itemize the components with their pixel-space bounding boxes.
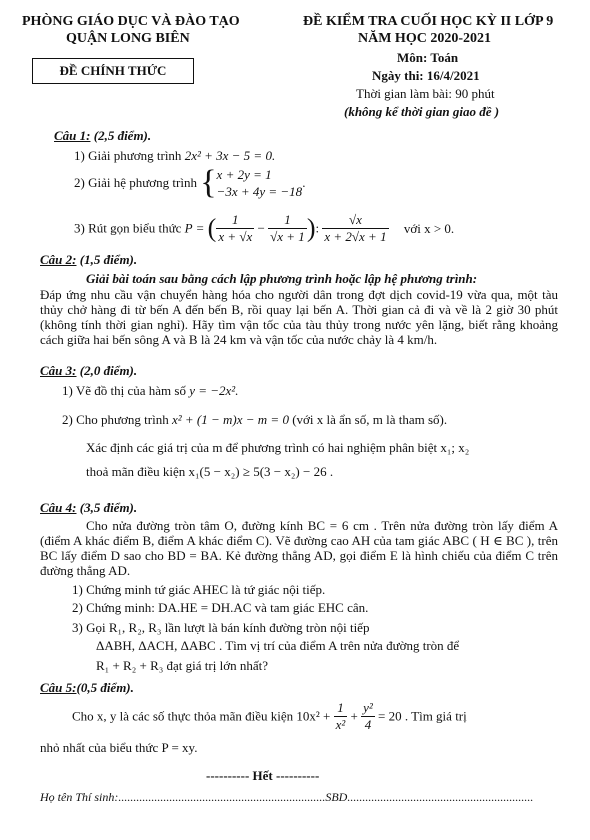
fraction-1: $\frac{1}{x + √x}$ (218, 212, 253, 244)
q4-points: (3,5 điểm). (76, 500, 138, 515)
exam-title: ĐỀ KIỂM TRA CUỐI HỌC KỲ II LỚP 9 (303, 14, 554, 29)
q2-instruction: Giải bài toán sau bằng cách lập phương trình hoặc lập hệ phương trình: (86, 271, 478, 286)
subject: Môn: Toán (397, 50, 459, 65)
q2-heading (40, 252, 137, 268)
q1-title: Câu 1: (54, 128, 91, 143)
q1-part1-equation: 2x² + 3x − 5 = 0. (184, 148, 276, 163)
duration: Thời gian làm bài: 90 phút (356, 86, 495, 101)
q4-part3-line3: R₁ + R₂ + R₃ đạt giá trị lớn nhất? (96, 658, 268, 673)
official-stamp-box: ĐỀ CHÍNH THỨC (32, 58, 194, 84)
district-name: QUẬN LONG BIÊN (66, 31, 190, 46)
q3-part1-text: 1) Vẽ đồ thị của hàm số (62, 383, 190, 398)
q3-part2-text: 2) Cho phương trình (62, 412, 172, 427)
system-brace: { (200, 164, 217, 201)
school-year: NĂM HỌC 2020-2021 (358, 31, 491, 46)
exam-date: Ngày thi: 16/4/2021 (372, 68, 480, 83)
q4-part3-line1: 3) Gọi R₁, R₂, R₃ lần lượt là bán kính đường tròn nội tiếp (72, 620, 370, 635)
department-name: PHÒNG GIÁO DỤC VÀ ĐÀO TẠO (22, 14, 240, 29)
q1-part2: 2) Giải hệ phương trình { x + 2y = 1 −3x + 4y = −18 . (74, 164, 306, 201)
q4-part1: 1) Chứng minh tứ giác AHEC là tứ giác nội tiếp. (72, 582, 326, 597)
q5-heading (40, 680, 134, 696)
q4-heading (40, 500, 137, 516)
q1-heading (54, 128, 151, 144)
q4-part2: 2) Chứng minh: DA.HE = DH.AC và tam giác EHC cân. (72, 600, 369, 615)
q1-points: (2,5 điểm). (90, 128, 152, 143)
q3-part2-line3: thoả mãn điều kiện x₁(5 − x₂) ≥ 5(3 − x₂) − 26 . (86, 464, 334, 479)
q5-text-b: = 20 . Tìm giá trị (374, 708, 467, 724)
q1-part3-text: 3) Rút gọn biểu thức (74, 220, 185, 236)
q5-fraction-2: $\frac{\text{y²}}{4}$ (363, 700, 373, 732)
candidate-info-line: Họ tên Thí sinh:.....................................................................SBD.............................................................. (40, 790, 534, 804)
fraction-2: $\frac{1}{√x + 1}$ (270, 212, 305, 244)
equation-system (217, 166, 303, 200)
q5-points: (0,5 điểm). (76, 680, 134, 695)
q4-part3-line2: ΔABH, ΔACH, ΔABC . Tìm vị trí của điểm A trên nửa đường tròn để (96, 638, 460, 653)
q5-fraction-1: $\frac{1}{\text{x²}}$ (335, 700, 346, 732)
q2-points: (1,5 điểm). (76, 252, 138, 267)
p-label: P = (184, 220, 205, 236)
q1-part3: 3) Rút gọn biểu thức P = ( $\frac{1}{x + √x}$ − $\frac{1}{√x + 1}$ ): $\frac{√x}{x + 2√x + 1}$ với x > 0. (74, 212, 455, 244)
q4-title: Câu 4: (40, 500, 77, 515)
q4-body: Cho nửa đường tròn tâm O, đường kính BC = 6 cm . Trên nửa đường tròn lấy điểm A (điểm A khác điểm B, điểm A khác điểm C). Vẽ đường cao AH của tam giác ABC ( H ∈ BC ), trên BC lấy điểm D sao cho BD = BA. Kẻ đường thẳng AD, gọi điểm E là hình chiếu của điểm C trên đường thẳng AD. (40, 518, 558, 578)
q5-line1: Cho x, y là các số thực thỏa mãn điều kiện 10x² + $\frac{1}{\text{x²}}$ + $\frac{\text{y²}}{4}$ = 20 . Tìm giá trị (72, 700, 467, 732)
q3-points: (2,0 điểm). (76, 363, 138, 378)
duration-note: (không kể thời gian giao đề ) (344, 104, 500, 119)
fraction-3: $\frac{√x}{x + 2√x + 1}$ (324, 212, 387, 244)
q3-part1 (62, 383, 238, 399)
system-eq2: −3x + 4y = −18 (216, 184, 303, 199)
system-eq1: x + 2y = 1 (216, 167, 272, 182)
q1-part2-text: 2) Giải hệ phương trình (74, 175, 201, 190)
q1-part1 (74, 148, 275, 164)
q5-title: Câu 5: (40, 680, 77, 695)
q3-equation: x² + (1 − m)x − m = 0 (171, 412, 289, 427)
q1-part1-text: 1) Giải phương trình (74, 148, 185, 163)
end-marker: ---------- Hết ---------- (206, 768, 320, 783)
q2-body: Đáp ứng nhu cầu vận chuyển hàng hóa cho người dân trong đợt dịch covid-19 vừa qua, một tàu thủy chở hàng đi từ bến A đến bến B, rồi quay lại bến A. Thời gian cả đi và về là 2 giờ 30 phút (không tính thời gian nghỉ). Hãy tìm vận tốc của tàu thủy trong nước yên lặng, biết rằng khoảng cách giữa hai bến sông A và B là 24 km và vận tốc của nước chảy là 4 km/h. (40, 287, 558, 347)
q3-part2-line2: Xác định các giá trị của m để phương trình có hai nghiệm phân biệt x₁; x₂ (86, 440, 470, 455)
q2-title: Câu 2: (40, 252, 77, 267)
q3-part2 (62, 412, 447, 428)
q1-condition: với x > 0. (403, 220, 455, 236)
q5-text-a: Cho x, y là các số thực thỏa mãn điều kiện 10x² + (72, 708, 334, 724)
q5-line2: nhỏ nhất của biểu thức P = xy. (40, 740, 198, 755)
q3-part2-after: (với x là ẩn số, m là tham số). (288, 412, 448, 427)
q3-heading (40, 363, 137, 379)
q3-title: Câu 3: (40, 363, 77, 378)
q3-part1-function: y = −2x². (189, 383, 239, 398)
